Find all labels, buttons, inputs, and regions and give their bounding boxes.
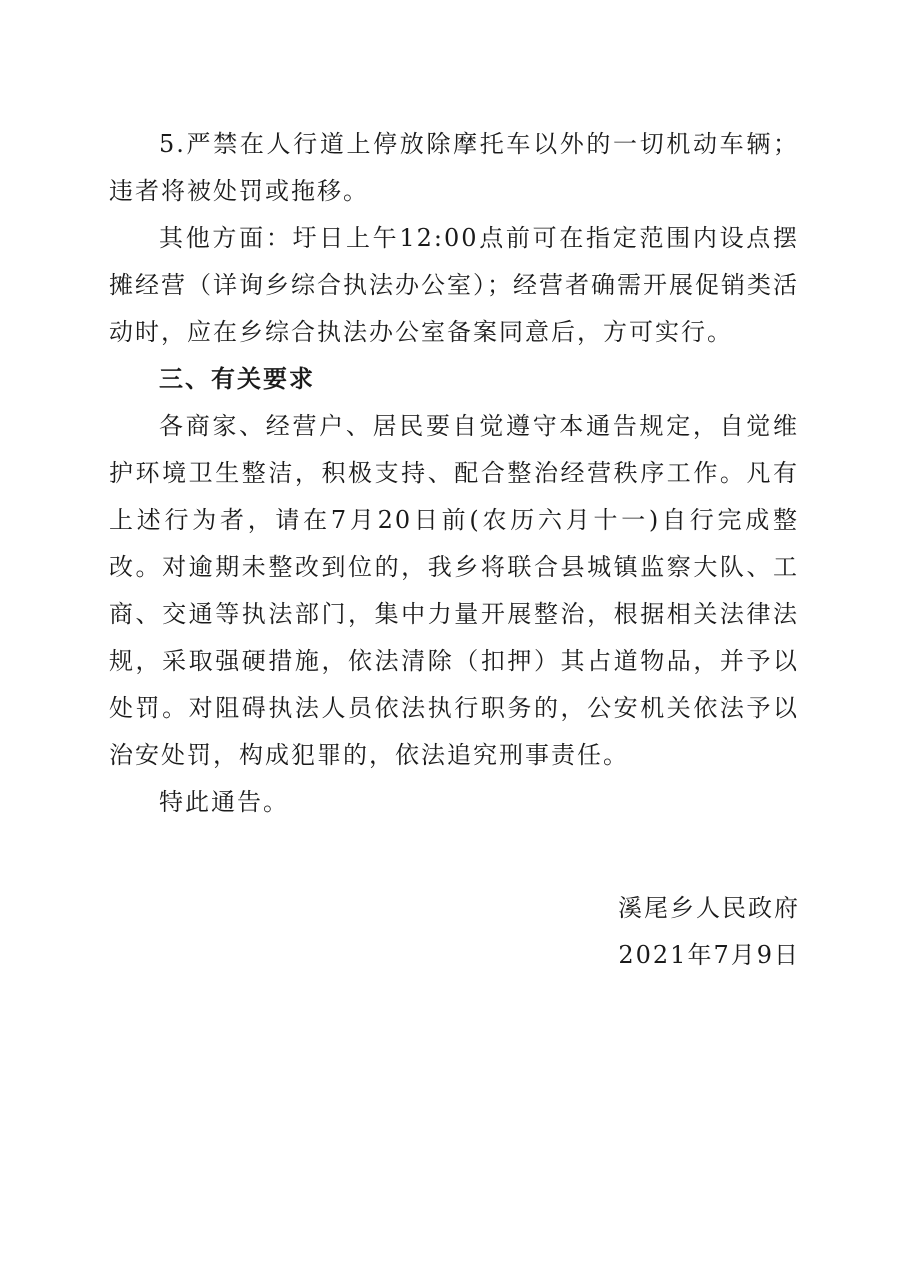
document-body (109, 121, 799, 826)
issuer-name: 溪尾乡人民政府 (618, 894, 800, 922)
signature-block (618, 885, 800, 979)
issue-date: 2021年7月9日 (618, 941, 800, 969)
paragraph-requirements: 各商家、经营户、居民要自觉遵守本通告规定，自觉维护环境卫生整洁，积极支持、配合整治经营秩序工作。凡有上述行为者，请在7月20日前(农历六月十一)自行完成整改。对逾期未整改到位的，我乡将联合县城镇监察大队、工商、交通等执法部门，集中力量开展整治，根据相关法律法规，采取强硬措施，依法清除（扣押）其占道物品，并予以处罚。对阻碍执法人员依法执行职务的，公安机关依法予以治安处罚，构成犯罪的，依法追究刑事责任。 (109, 412, 799, 769)
section-heading-requirements: 三、有关要求 (159, 365, 315, 393)
paragraph-item-5: 5.严禁在人行道上停放除摩托车以外的一切机动车辆；违者将被处罚或拖移。 (109, 130, 799, 205)
paragraph-closing: 特此通告。 (159, 788, 289, 816)
paragraph-other-aspects: 其他方面：圩日上午12:00点前可在指定范围内设点摆摊经营（详询乡综合执法办公室）；经营者确需开展促销类活动时，应在乡综合执法办公室备案同意后，方可实行。 (109, 224, 799, 346)
